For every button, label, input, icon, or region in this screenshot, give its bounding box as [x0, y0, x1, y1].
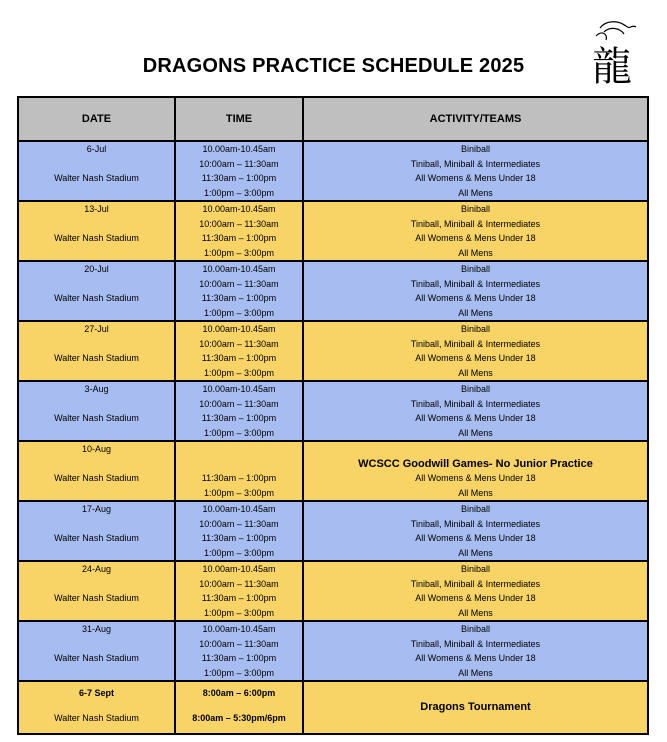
row-time: 10:00am – 11:30am: [199, 638, 279, 649]
row-venue: Walter Nash Stadium: [54, 712, 139, 723]
date-cell: [18, 321, 175, 381]
row-time: 1:00pm – 3:00pm: [203, 547, 275, 558]
row-activity: All Womens & Mens Under 18: [415, 353, 536, 363]
row-time: 10.00am-10.45am: [202, 204, 276, 214]
row-time: 10.00am-10.45am: [202, 324, 276, 334]
tournament-name: Dragons Tournament: [420, 701, 531, 714]
row-venue: Walter Nash Stadium: [54, 173, 139, 183]
row-activity: All Womens & Mens Under 18: [415, 593, 536, 603]
activity-cell: [303, 441, 648, 501]
row-activity: Biniball: [460, 564, 491, 574]
row-time: 11:30am – 1:00pm: [201, 533, 277, 543]
date-cell: [18, 381, 175, 441]
row-time: 11:30am – 1:00pm: [201, 473, 277, 483]
date-cell: [18, 261, 175, 321]
activity-cell: [303, 261, 648, 321]
dragon-logo: [586, 18, 638, 90]
row-time: 10.00am-10.45am: [202, 504, 276, 514]
table-row: [18, 141, 648, 201]
row-time: 1:00pm – 3:00pm: [203, 247, 275, 258]
row-time: 10:00am – 11:30am: [199, 398, 279, 409]
row-activity: All Mens: [458, 547, 493, 558]
row-activity: All Womens & Mens Under 18: [415, 413, 536, 423]
row-date: 10-Aug: [81, 444, 112, 454]
time-cell: [175, 201, 303, 261]
row-time: 8:00am – 6:00pm: [202, 688, 276, 698]
row-date: 3-Aug: [84, 384, 109, 394]
row-time: 11:30am – 1:00pm: [201, 173, 277, 183]
row-activity: Biniball: [460, 624, 491, 634]
row-time: 10.00am-10.45am: [202, 144, 276, 154]
tournament-row: [18, 681, 648, 734]
table-row: [18, 381, 648, 441]
header-time: TIME: [175, 97, 303, 141]
activity-cell: [303, 201, 648, 261]
row-venue: Walter Nash Stadium: [54, 473, 139, 483]
row-activity: Biniball: [460, 144, 491, 154]
row-time: 10.00am-10.45am: [202, 624, 276, 634]
row-time: 10.00am-10.45am: [202, 264, 276, 274]
row-time: 10:00am – 11:30am: [199, 518, 279, 529]
row-time: 11:30am – 1:00pm: [201, 413, 277, 423]
table-row: [18, 201, 648, 261]
row-date: 6-Jul: [86, 144, 107, 154]
row-venue: Walter Nash Stadium: [54, 293, 139, 303]
row-time: 10:00am – 11:30am: [199, 578, 279, 589]
row-activity: All Mens: [458, 487, 493, 498]
row-venue: Walter Nash Stadium: [54, 533, 139, 543]
row-time: 11:30am – 1:00pm: [201, 293, 277, 303]
time-cell: [175, 261, 303, 321]
row-activity: All Mens: [458, 367, 493, 378]
row-activity: All Mens: [458, 247, 493, 258]
row-activity: All Mens: [458, 607, 493, 618]
row-time: 11:30am – 1:00pm: [201, 353, 277, 363]
header-date: DATE: [18, 97, 175, 141]
row-time: 1:00pm – 3:00pm: [203, 307, 275, 318]
header-activity: ACTIVITY/TEAMS: [303, 97, 648, 141]
row-date: 17-Aug: [81, 504, 112, 514]
row-activity: All Mens: [458, 667, 493, 678]
schedule-body: [18, 141, 648, 734]
activity-cell: [303, 501, 648, 561]
row-venue: Walter Nash Stadium: [54, 353, 139, 363]
date-cell: [18, 621, 175, 681]
table-row: [18, 261, 648, 321]
row-activity: All Mens: [458, 307, 493, 318]
table-row: [18, 621, 648, 681]
activity-cell: [303, 681, 648, 734]
row-venue: Walter Nash Stadium: [54, 233, 139, 243]
row-time: 1:00pm – 3:00pm: [203, 367, 275, 378]
date-cell: [18, 561, 175, 621]
date-cell: [18, 501, 175, 561]
row-activity: All Womens & Mens Under 18: [415, 473, 536, 483]
row-time: 1:00pm – 3:00pm: [203, 487, 275, 498]
row-time: 10:00am – 11:30am: [199, 158, 279, 169]
row-date: 31-Aug: [81, 624, 112, 634]
row-time: 10:00am – 11:30am: [199, 278, 279, 289]
row-activity: Biniball: [460, 324, 491, 334]
time-cell: [175, 681, 303, 734]
row-date: 20-Jul: [84, 264, 109, 274]
activity-cell: [303, 381, 648, 441]
row-time: 11:30am – 1:00pm: [201, 233, 277, 243]
time-cell: [175, 441, 303, 501]
row-time: 10:00am – 11:30am: [199, 338, 279, 349]
row-activity: Biniball: [460, 504, 491, 514]
row-activity: All Womens & Mens Under 18: [415, 533, 536, 543]
time-cell: [175, 621, 303, 681]
row-activity: Tiniball, Miniball & Intermediates: [410, 518, 541, 529]
activity-cell: [303, 561, 648, 621]
date-cell: [18, 681, 175, 734]
time-cell: [175, 321, 303, 381]
row-activity: Tiniball, Miniball & Intermediates: [410, 278, 541, 289]
time-cell: [175, 501, 303, 561]
row-date: 13-Jul: [84, 204, 109, 214]
row-time: 1:00pm – 3:00pm: [203, 187, 275, 198]
row-activity: Tiniball, Miniball & Intermediates: [410, 158, 541, 169]
page-title: DRAGONS PRACTICE SCHEDULE 2025: [142, 55, 525, 77]
row-venue: Walter Nash Stadium: [54, 593, 139, 603]
row-activity: All Womens & Mens Under 18: [415, 173, 536, 183]
row-venue: Walter Nash Stadium: [54, 653, 139, 663]
row-date: 24-Aug: [81, 564, 112, 574]
row-date: 6-7 Sept: [78, 688, 114, 698]
row-time: 1:00pm – 3:00pm: [203, 607, 275, 618]
schedule-table: [17, 96, 649, 735]
row-activity: Tiniball, Miniball & Intermediates: [410, 638, 541, 649]
row-activity: All Mens: [458, 187, 493, 198]
table-row: [18, 441, 648, 501]
table-row: [18, 561, 648, 621]
row-activity: All Womens & Mens Under 18: [415, 653, 536, 663]
activity-cell: [303, 321, 648, 381]
row-activity: All Womens & Mens Under 18: [415, 233, 536, 243]
table-row: [18, 321, 648, 381]
time-cell: [175, 561, 303, 621]
row-activity: Tiniball, Miniball & Intermediates: [410, 578, 541, 589]
table-row: [18, 501, 648, 561]
date-cell: [18, 441, 175, 501]
activity-cell: [303, 621, 648, 681]
row-activity: Tiniball, Miniball & Intermediates: [410, 338, 541, 349]
row-activity: Biniball: [460, 384, 491, 394]
row-activity: All Mens: [458, 427, 493, 438]
row-activity: All Womens & Mens Under 18: [415, 293, 536, 303]
dragon-character: 龍: [592, 44, 632, 90]
special-event: WCSCC Goodwill Games- No Junior Practice: [358, 457, 593, 470]
time-cell: [175, 141, 303, 201]
row-time: 8:00am – 5:30pm/6pm: [192, 712, 286, 723]
activity-cell: [303, 141, 648, 201]
row-activity: Biniball: [460, 264, 491, 274]
row-time: [176, 442, 302, 457]
date-cell: [18, 141, 175, 201]
row-time: 1:00pm – 3:00pm: [203, 427, 275, 438]
row-time: [176, 457, 302, 472]
row-date: 27-Jul: [84, 324, 109, 334]
row-time: 10.00am-10.45am: [202, 564, 276, 574]
date-cell: [18, 201, 175, 261]
row-time: 11:30am – 1:00pm: [201, 653, 277, 663]
row-time: 1:00pm – 3:00pm: [203, 667, 275, 678]
row-time: 11:30am – 1:00pm: [201, 593, 277, 603]
time-cell: [175, 381, 303, 441]
row-activity: Biniball: [460, 204, 491, 214]
row-time: 10:00am – 11:30am: [199, 218, 279, 229]
row-venue: Walter Nash Stadium: [54, 413, 139, 423]
table-header-row: [18, 97, 648, 141]
row-activity: Tiniball, Miniball & Intermediates: [410, 218, 541, 229]
row-time: 10.00am-10.45am: [202, 384, 276, 394]
row-activity: Tiniball, Miniball & Intermediates: [410, 398, 541, 409]
